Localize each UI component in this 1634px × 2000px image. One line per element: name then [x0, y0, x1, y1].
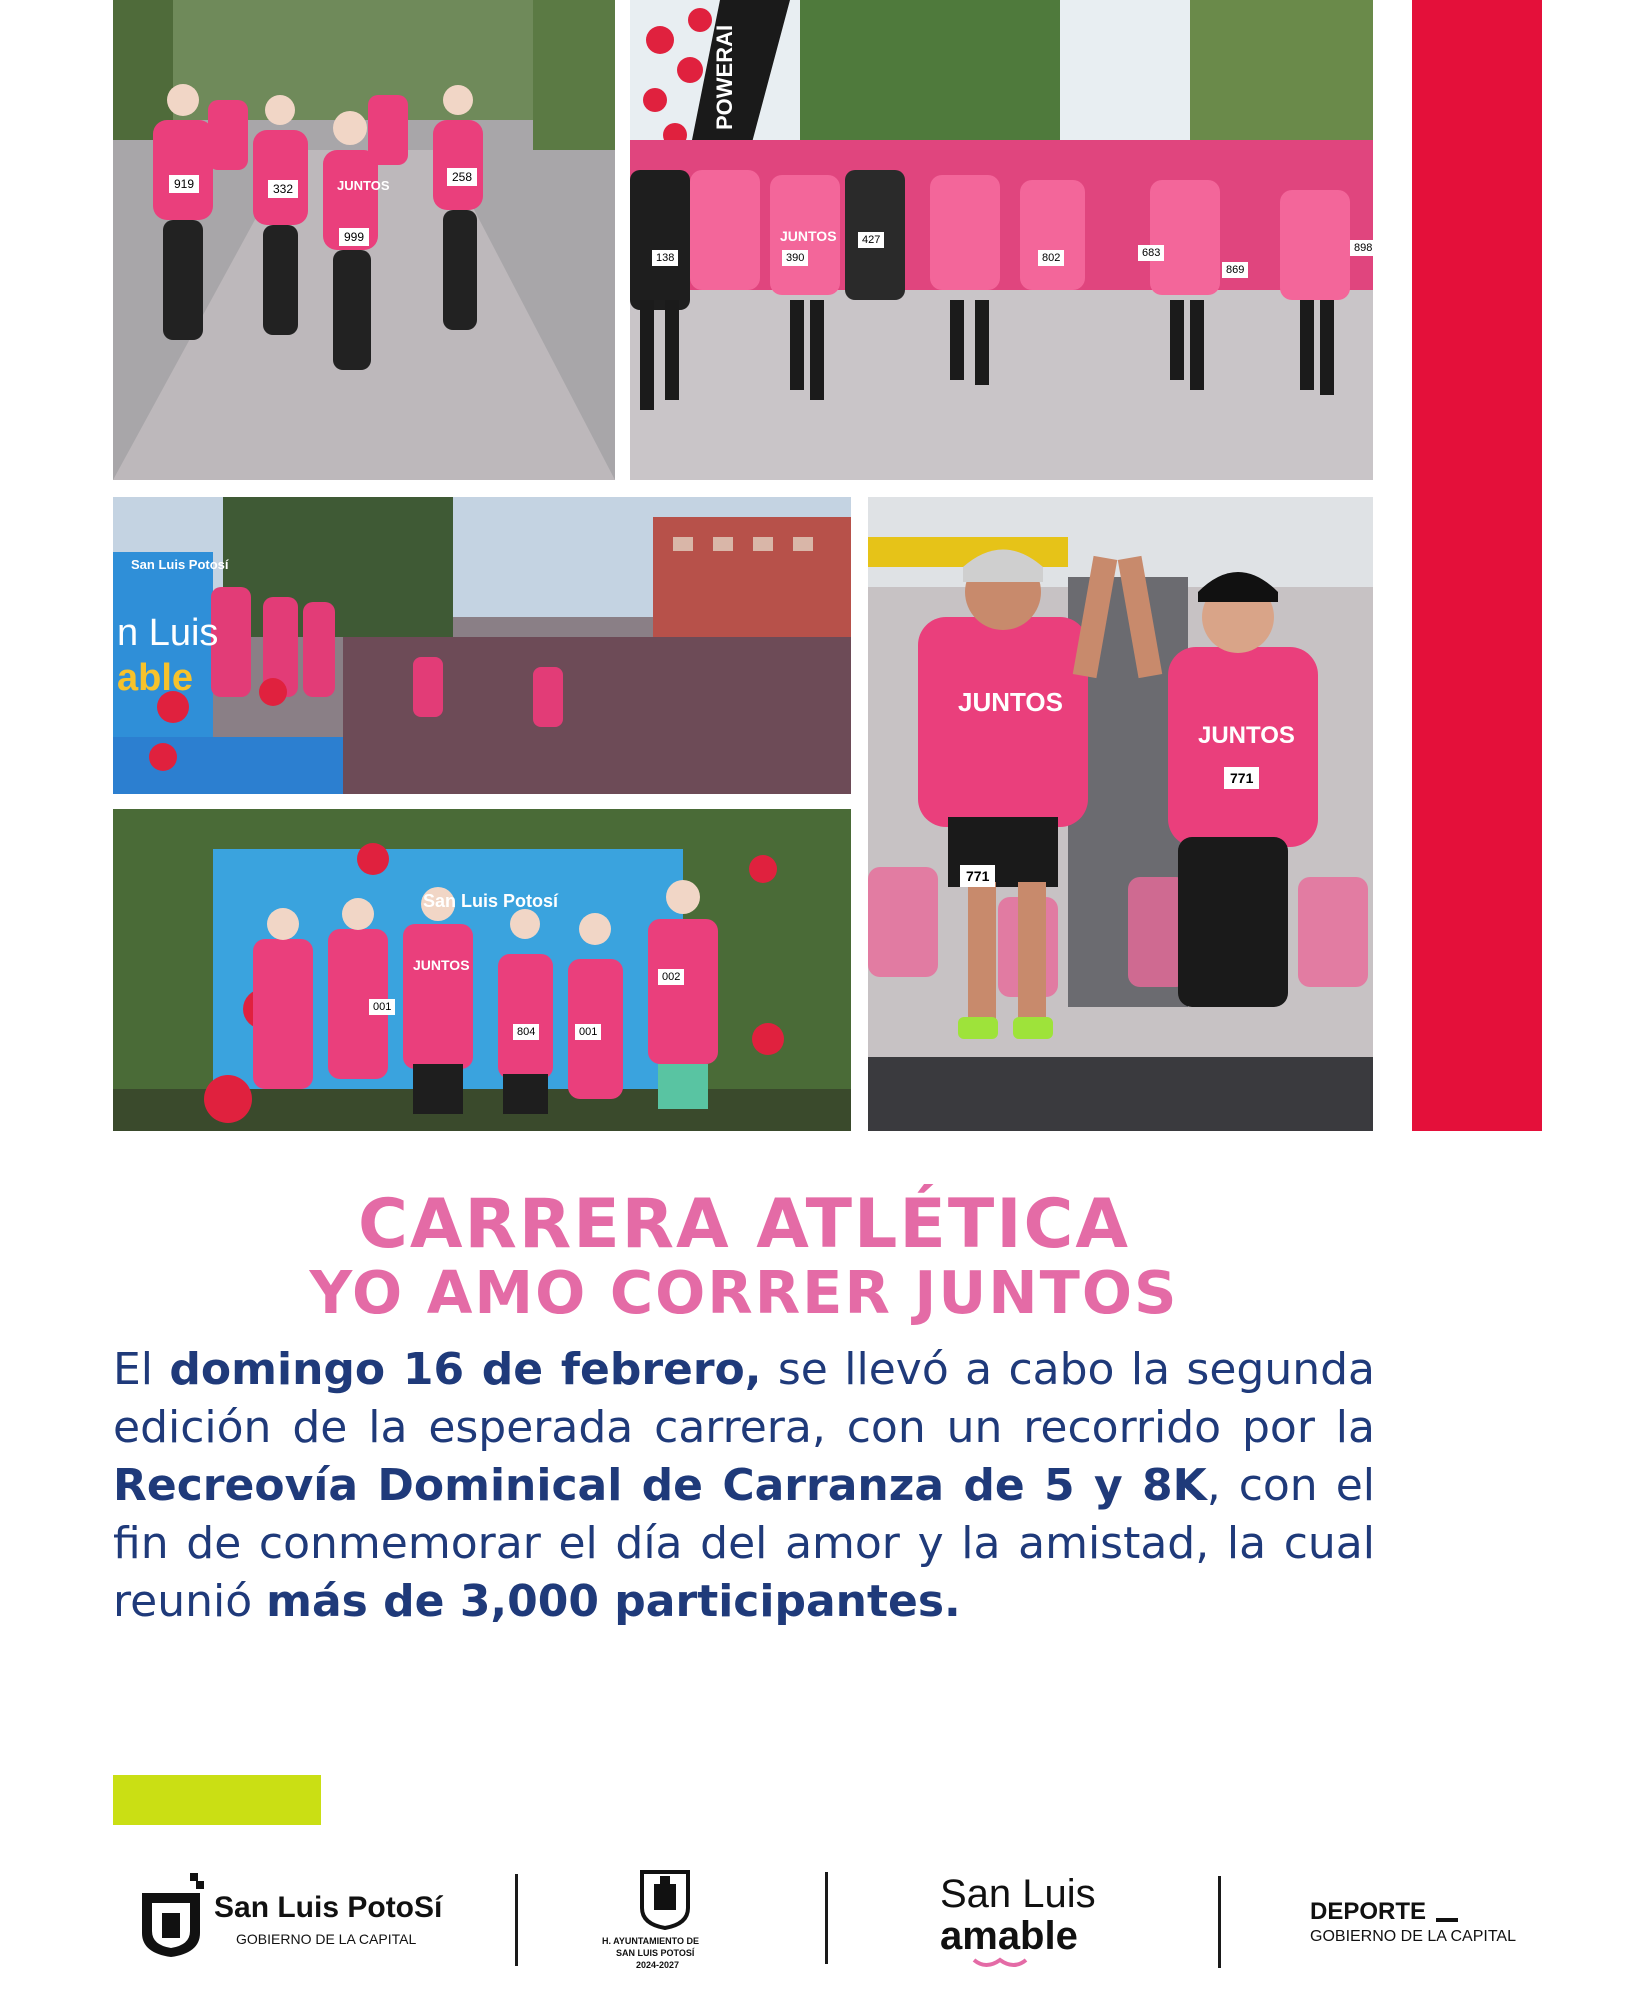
bib-label: 258 [447, 168, 477, 186]
logo3-line1: San Luis [940, 1872, 1096, 1916]
bib-label: 138 [652, 250, 678, 266]
logo1-subtitle: GOBIERNO DE LA CAPITAL [236, 1931, 417, 1947]
bib-label: 332 [268, 180, 298, 198]
shirt-text: JUNTOS [337, 178, 390, 193]
logo4-subtitle: GOBIERNO DE LA CAPITAL [1310, 1928, 1516, 1945]
footer-divider [825, 1872, 828, 1964]
logo2-line3: 2024-2027 [636, 1960, 680, 1970]
bib-label: 999 [339, 228, 369, 246]
article-paragraph: El domingo 16 de febrero, se llevó a cabo la segunda edición de la esperada carrera, con un recorrido por la Recreovía Dominical de Carranza de 5 y 8K, con el fin de conmemorar el día del amor y la amistad, la cual reunió más de 3,000 participantes. [113, 1344, 1376, 1627]
heart-icon [972, 1950, 1028, 1970]
deporte-underline [1436, 1918, 1458, 1922]
lime-accent-bar [113, 1775, 321, 1825]
page-subtitle: YO AMO CORRER JUNTOS [309, 1258, 1179, 1327]
footer-divider [1218, 1876, 1221, 1968]
shirt-text: JUNTOS [958, 687, 1063, 717]
bib-label: 771 [960, 865, 995, 887]
bib-label: 683 [1138, 245, 1164, 261]
bib-label: 771 [1224, 767, 1259, 789]
logo2-line1: H. AYUNTAMIENTO DE [602, 1936, 700, 1946]
bib-label: 002 [658, 969, 684, 985]
photo-race-start [630, 0, 1373, 480]
bib-label: 802 [1038, 250, 1064, 266]
stage-logo: San Luis Potosí [131, 557, 229, 572]
banner-text: San Luis Potosí [423, 891, 559, 911]
photo-runners-street [113, 0, 615, 480]
bib-label: 919 [169, 175, 199, 193]
shirt-text: JUNTOS [413, 957, 470, 973]
logo-ayuntamiento [590, 1868, 740, 1978]
bib-label: 427 [858, 232, 884, 248]
banner-text: POWERAI [712, 24, 737, 130]
bib-label: 804 [513, 1024, 539, 1040]
logo-san-luis-potosi [138, 1865, 458, 1965]
bib-label: 390 [782, 250, 808, 266]
logo2-line2: SAN LUIS POTOSÍ [616, 1948, 695, 1958]
bib-label: 001 [369, 999, 395, 1015]
accent-red-bar [1412, 0, 1542, 1131]
bib-label: 869 [1222, 262, 1248, 278]
bib-label: 898 [1350, 240, 1373, 256]
logo-san-luis-amable [940, 1872, 1140, 1968]
shirt-text: JUNTOS [780, 228, 837, 244]
coat-of-arms-icon [138, 1873, 208, 1959]
logo3-line2: amable [940, 1914, 1078, 1958]
bib-label: 001 [575, 1024, 601, 1040]
stage-text: n Luis [117, 612, 219, 654]
stage-text: able [117, 657, 194, 699]
footer-divider [515, 1874, 518, 1966]
logo1-title: San Luis PotoSí [214, 1891, 443, 1924]
page-title: CARRERA ATLÉTICA [357, 1185, 1131, 1264]
shirt-text: JUNTOS [1198, 722, 1295, 749]
photo-stage-crowd [113, 497, 851, 794]
photo-podium [113, 809, 851, 1131]
photo-couple-running [868, 497, 1373, 1131]
logo4-title: DEPORTE [1310, 1898, 1427, 1925]
municipal-seal-icon [638, 1868, 692, 1930]
logo-deporte [1310, 1898, 1540, 1958]
